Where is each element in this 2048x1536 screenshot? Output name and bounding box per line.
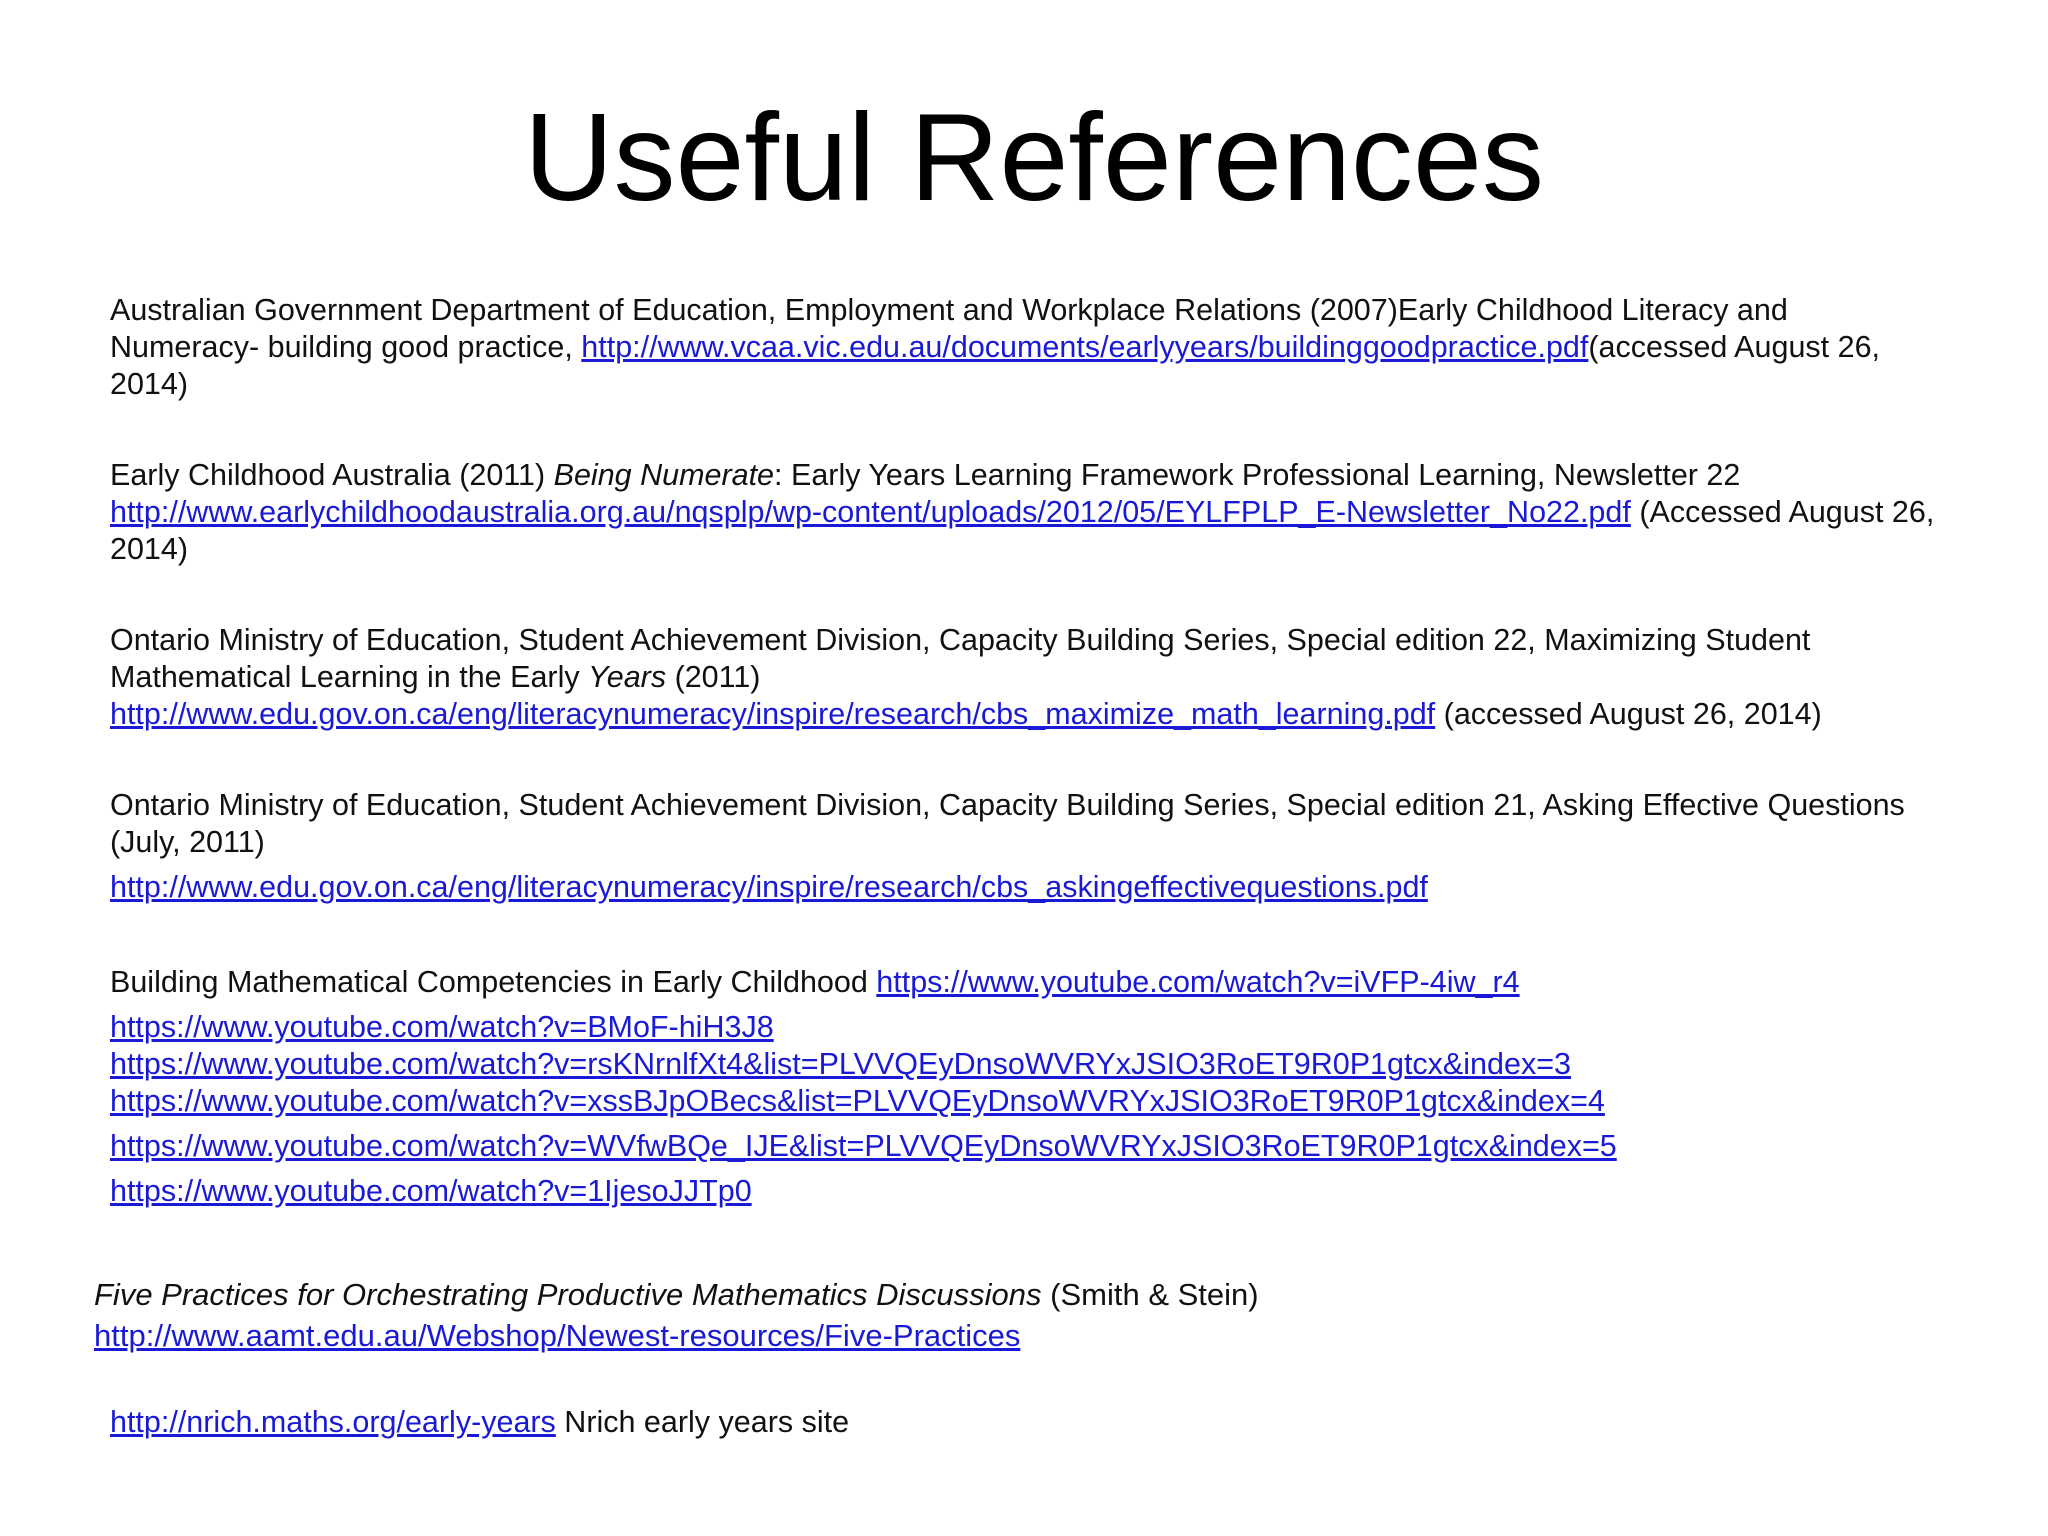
reference-3 xyxy=(110,622,1940,733)
reference-6-title-italic: Five Practices for Orchestrating Productive Mathematics Discussions xyxy=(94,1277,1042,1312)
reference-2-accessed: (Accessed August 26, 2014) xyxy=(110,495,1935,566)
reference-5-link-6[interactable]: https://www.youtube.com/watch?v=1IjesoJJTp0 xyxy=(110,1174,752,1208)
reference-5-link-2[interactable]: https://www.youtube.com/watch?v=BMoF-hiH3J8 xyxy=(110,1010,774,1044)
reference-2-text-pre: Early Childhood Australia (2011) xyxy=(110,458,554,492)
reference-7-link[interactable]: http://nrich.maths.org/early-years xyxy=(110,1405,556,1439)
reference-4 xyxy=(110,787,1940,906)
reference-6-authors: (Smith & Stein) xyxy=(1041,1277,1259,1312)
reference-2-link[interactable]: http://www.earlychildhoodaustralia.org.au/nqsplp/wp-content/uploads/2012/05/EYLFPLP_E-Newsletter_No22.pdf xyxy=(110,495,1631,529)
reference-1-accessed: (accessed August 26, 2014) xyxy=(110,330,1881,401)
reference-5-link-3[interactable]: https://www.youtube.com/watch?v=rsKNrnlfXt4&list=PLVVQEyDnsoWVRYxJSIO3RoET9R0P1gtcx&index=3 xyxy=(110,1047,1571,1081)
reference-2-title-italic: Being Numerate xyxy=(553,458,775,492)
reference-1-text: Australian Government Department of Education, Employment and Workplace Relations (2007)Early Childhood Literacy and Numeracy- building good practice, xyxy=(110,293,1788,364)
reference-5 xyxy=(110,964,1940,1210)
reference-3-text-post: (2011) xyxy=(666,660,761,694)
reference-5-text: Building Mathematical Competencies in Early Childhood xyxy=(110,965,877,999)
reference-6 xyxy=(94,1274,1924,1356)
reference-3-accessed: (accessed August 26, 2014) xyxy=(1443,697,1822,731)
reference-7-description: Nrich early years site xyxy=(555,1405,850,1439)
reference-5-link-1[interactable]: https://www.youtube.com/watch?v=iVFP-4iw_r4 xyxy=(876,965,1520,999)
reference-7 xyxy=(110,1404,1940,1441)
reference-4-text: Ontario Ministry of Education, Student Achievement Division, Capacity Building Series, Special edition 21, Asking Effective Questions (July, 2011) xyxy=(110,788,1905,859)
reference-2-text-post: : Early Years Learning Framework Professional Learning, Newsletter 22 xyxy=(774,458,1741,492)
reference-3-text-pre: Ontario Ministry of Education, Student Achievement Division, Capacity Building Series, Special edition 22, Maximizing Student Mathematical Learning in the Early xyxy=(110,623,1811,694)
reference-3-link[interactable]: http://www.edu.gov.on.ca/eng/literacynumeracy/inspire/research/cbs_maximize_math_learning.pdf xyxy=(110,697,1436,731)
reference-3-italic-years: Years xyxy=(588,660,667,694)
reference-2 xyxy=(110,457,1940,568)
reference-5-link-5[interactable]: https://www.youtube.com/watch?v=WVfwBQe_IJE&list=PLVVQEyDnsoWVRYxJSIO3RoET9R0P1gtcx&index=5 xyxy=(110,1129,1617,1163)
reference-1 xyxy=(110,292,1940,403)
reference-1-link[interactable]: http://www.vcaa.vic.edu.au/documents/earlyyears/buildinggoodpractice.pdf xyxy=(581,330,1589,364)
reference-4-link[interactable]: http://www.edu.gov.on.ca/eng/literacynumeracy/inspire/research/cbs_askingeffectivequestions.pdf xyxy=(110,870,1428,904)
slide-title: Useful References xyxy=(523,89,1545,227)
reference-6-link[interactable]: http://www.aamt.edu.au/Webshop/Newest-resources/Five-Practices xyxy=(94,1318,1021,1353)
reference-5-link-4[interactable]: https://www.youtube.com/watch?v=xssBJpOBecs&list=PLVVQEyDnsoWVRYxJSIO3RoET9R0P1gtcx&index=4 xyxy=(110,1084,1605,1118)
